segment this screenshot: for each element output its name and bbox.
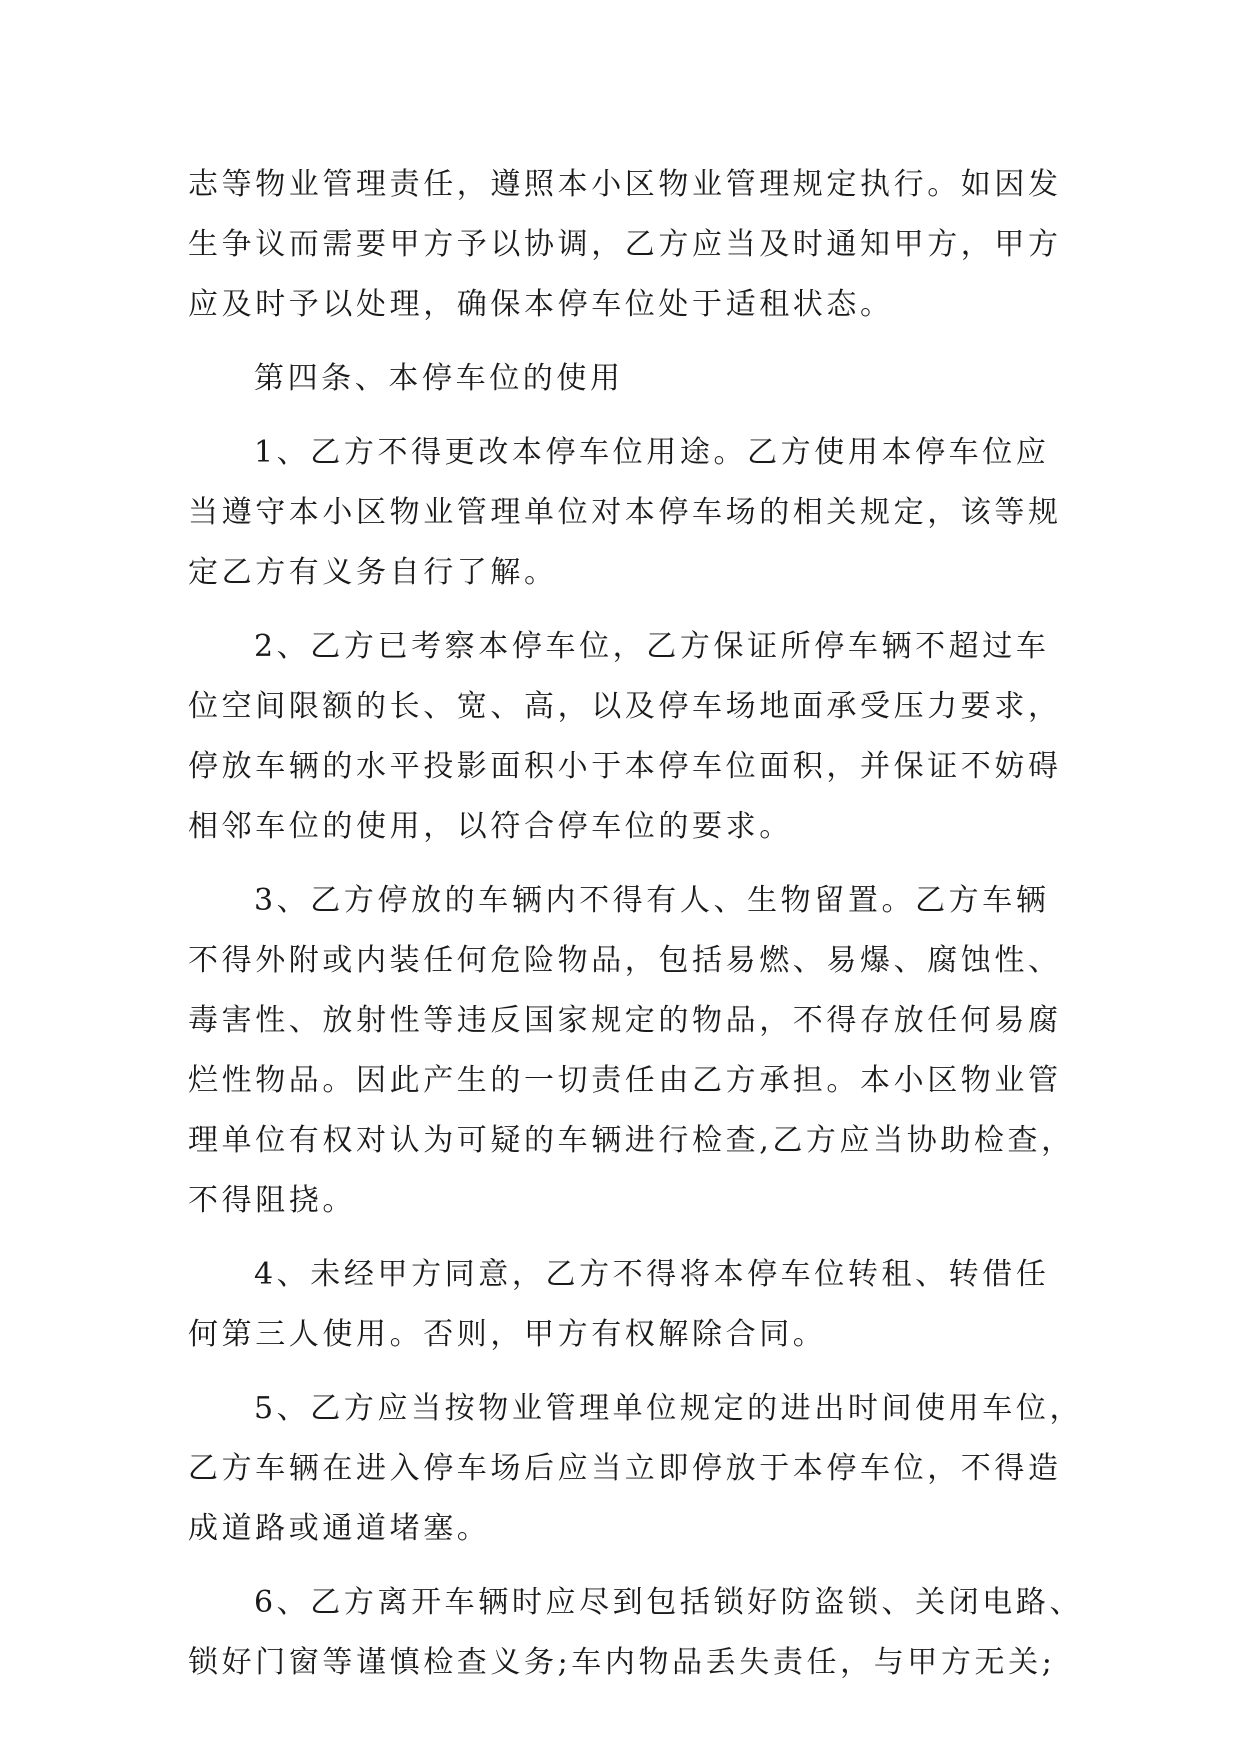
text-line: 3、乙方停放的车辆内不得有人、生物留置。乙方车辆 (254, 883, 1050, 918)
paragraph-continuation (188, 155, 1068, 335)
section-heading: 第四条、本停车位的使用 (254, 361, 624, 396)
text-line: 停放车辆的水平投影面积小于本停车位面积，并保证不妨碍 (188, 749, 1062, 784)
clause-5 (188, 1379, 1084, 1559)
text-line: 锁好门窗等谨慎检查义务;车内物品丢失责任，与甲方无关; (188, 1645, 1056, 1680)
text-line: 生争议而需要甲方予以协调，乙方应当及时通知甲方，甲方 (188, 227, 1062, 262)
clause-3 (188, 871, 1075, 1231)
text-line: 志等物业管理责任，遵照本小区物业管理规定执行。如因发 (188, 167, 1062, 202)
text-line: 何第三人使用。否则，甲方有权解除合同。 (188, 1317, 827, 1352)
text-line: 不得外附或内装任何危险物品，包括易燃、易爆、腐蚀性、 (188, 943, 1062, 978)
text-line: 5、乙方应当按物业管理单位规定的进出时间使用车位， (254, 1391, 1084, 1426)
text-line: 应及时予以处理，确保本停车位处于适租状态。 (188, 287, 894, 322)
clause-6 (188, 1573, 1084, 1693)
text-line: 4、未经甲方同意，乙方不得将本停车位转租、转借任 (254, 1257, 1050, 1292)
text-line: 毒害性、放射性等违反国家规定的物品，不得存放任何易腐 (188, 1003, 1062, 1038)
text-line: 当遵守本小区物业管理单位对本停车场的相关规定，该等规 (188, 495, 1062, 530)
clause-2 (188, 617, 1068, 857)
text-line: 成道路或通道堵塞。 (188, 1511, 491, 1546)
text-line: 理单位有权对认为可疑的车辆进行检查,乙方应当协助检查， (188, 1123, 1075, 1158)
text-line: 不得阻挠。 (188, 1183, 356, 1218)
text-line: 位空间限额的长、宽、高，以及停车场地面承受压力要求， (188, 689, 1062, 724)
text-line: 1、乙方不得更改本停车位用途。乙方使用本停车位应 (254, 435, 1050, 470)
clause-4 (188, 1245, 1068, 1365)
text-line: 6、乙方离开车辆时应尽到包括锁好防盗锁、关闭电路、 (254, 1585, 1084, 1620)
section-heading-article-4 (188, 349, 1068, 409)
text-line: 定乙方有义务自行了解。 (188, 555, 558, 590)
text-line: 2、乙方已考察本停车位，乙方保证所停车辆不超过车 (254, 629, 1050, 664)
text-line: 相邻车位的使用，以符合停车位的要求。 (188, 809, 793, 844)
text-line: 乙方车辆在进入停车场后应当立即停放于本停车位，不得造 (188, 1451, 1062, 1486)
text-line: 烂性物品。因此产生的一切责任由乙方承担。本小区物业管 (188, 1063, 1062, 1098)
clause-1 (188, 423, 1068, 603)
document-body (188, 155, 1084, 1693)
